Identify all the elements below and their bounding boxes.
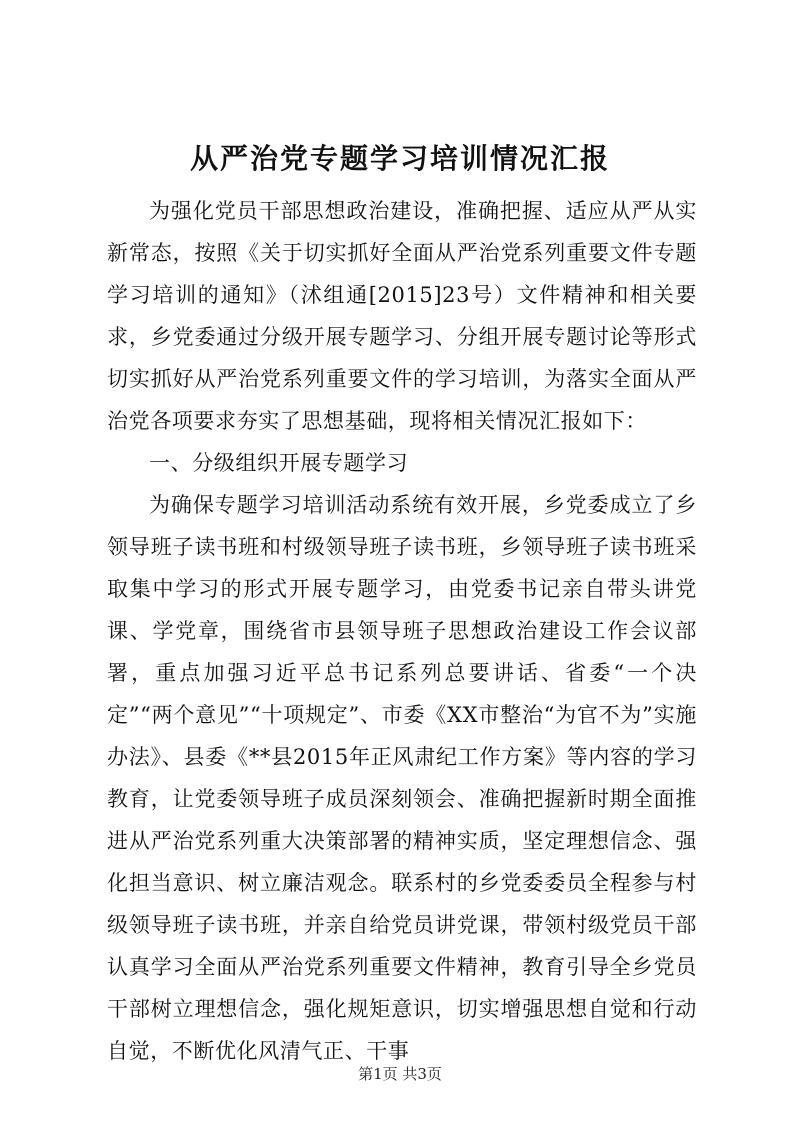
section-1-paragraph: 为确保专题学习培训活动系统有效开展，乡党委成立了乡领导班子读书班和村级领导班子读书班，乡领导班子读书班采取集中学习的形式开展专题学习，由党委书记亲自带头讲党课、学党章，围绕省市县领导班子思想政治建设工作会议部署，重点加强习近平总书记系列总要讲话、省委“一个决定”“两个意见”“十项规定”、市委《XX市整治“为官不为”实施办法》、县委《**县2015年正风肃纪工作方案》等内容的学习教育，让党委领导班子成员深刻领会、准确把握新时期全面推进从严治党系列重大决策部署的精神实质，坚定理想信念、强化担当意识、树立廉洁观念。联系村的乡党委委员全程参与村级领导班子读书班，并亲自给党员讲党课，带领村级党员干部认真学习全面从严治党系列重要文件精神，教育引导全乡党员干部树立理想信念，强化规矩意识，切实增强思想自觉和行动自觉，不断优化风清气正、干事	[107, 493, 697, 1063]
document-title: 从严治党专题学习培训情况汇报	[189, 142, 610, 175]
section-heading-1: 一、分级组织开展专题学习	[149, 451, 409, 475]
intro-paragraph: 为强化党员干部思想政治建设，准确把握、适应从严从实新常态，按照《关于切实抓好全面从严治党系列重要文件专题学习培训的通知》（沭组通[2015]23号）文件精神和相关要求，乡党委通过分级开展专题学习、分组开展专题讨论等形式切实抓好从严治党系列重要文件的学习培训，为落实全面从严治党各项要求夯实了思想基础，现将相关情况汇报如下：	[107, 199, 697, 433]
page-footer: 第1页 共3页	[358, 1065, 442, 1083]
